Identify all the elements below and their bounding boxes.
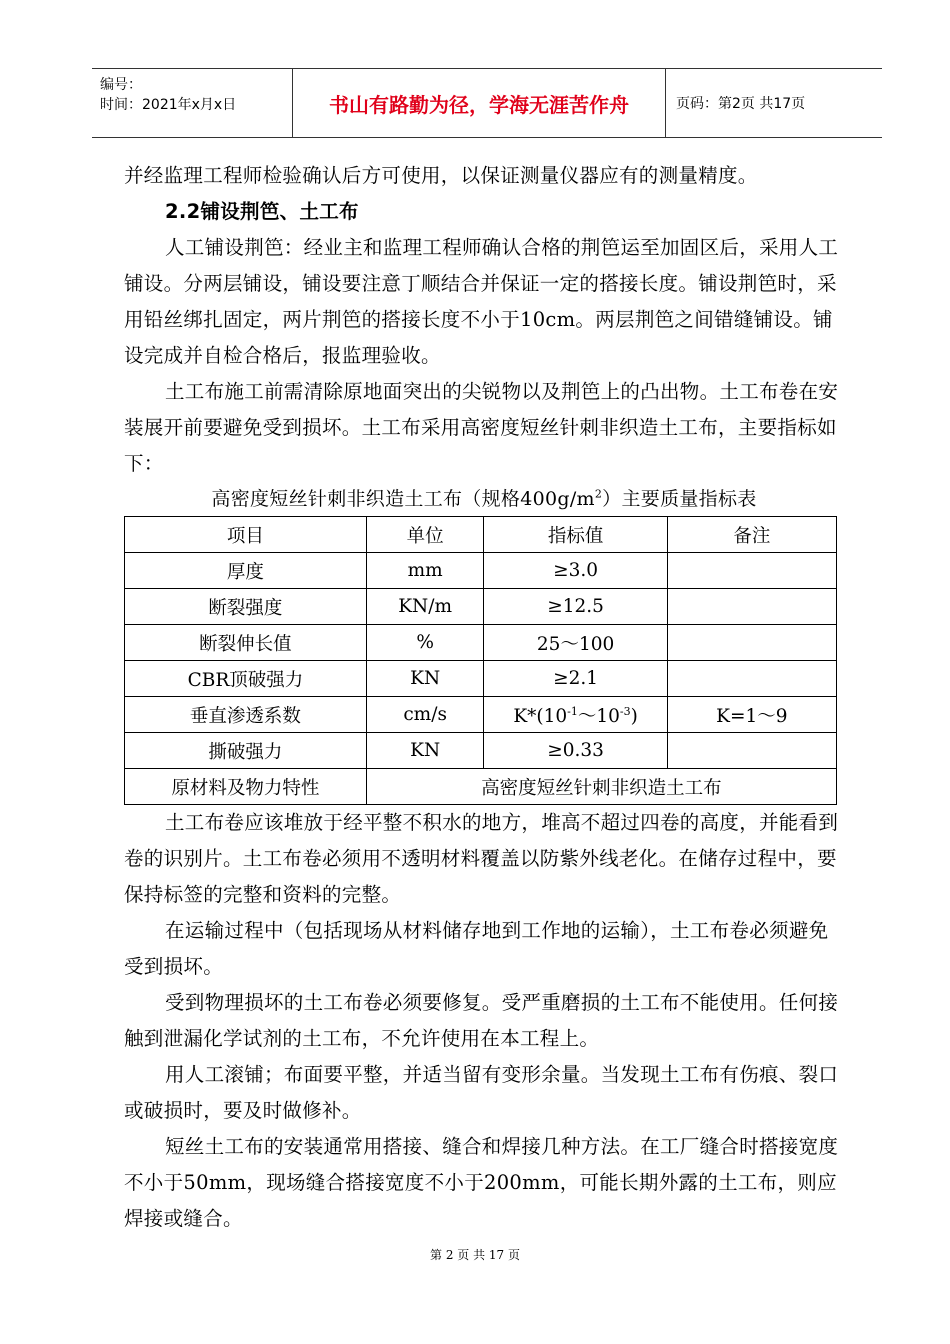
- paragraph: 用人工滚铺；布面要平整，并适当留有变形余量。当发现土工布有伤痕、裂口或破损时，要及时做修补。: [124, 1063, 839, 1122]
- table-cell: %: [366, 625, 484, 661]
- table-row: [125, 697, 837, 733]
- table-cell: KN: [366, 733, 484, 769]
- table-cell: 25～100: [484, 625, 667, 661]
- perm-exponent: -3: [619, 704, 631, 718]
- code-label: 编号：: [100, 77, 142, 93]
- table-header-cell: 指标值: [484, 517, 667, 553]
- table-cell: KN: [366, 661, 484, 697]
- table-cell: cm/s: [366, 697, 484, 733]
- table-cell: ≥0.33: [484, 733, 667, 769]
- paragraph: 在运输过程中（包括现场从材料储存地到工作地的运输），土工布卷必须避免受到损坏。: [124, 919, 829, 978]
- table-row: [125, 625, 837, 661]
- table-cell: 厚度: [125, 553, 367, 589]
- paragraph: 土工布卷应该堆放于经平整不积水的地方，堆高不超过四卷的高度，并能看到卷的识别片。土工布卷必须用不透明材料覆盖以防紫外线老化。在储存过程中，要保持标签的完整和资料的完整。: [124, 811, 839, 906]
- perm-text: ): [630, 705, 638, 727]
- paragraph: 短丝土工布的安装通常用搭接、缝合和焊接几种方法。在工厂缝合时搭接宽度不小于50mm，现场缝合搭接宽度不小于200mm，可能长期外露的土工布，则应焊接或缝合。: [124, 1135, 839, 1230]
- page-footer: 第 2 页 共 17 页: [430, 1248, 520, 1262]
- table-caption: [124, 482, 844, 516]
- quality-index-table: [124, 516, 837, 805]
- table-cell: [667, 661, 836, 697]
- table-header-cell: 单位: [366, 517, 484, 553]
- header-meta: [92, 69, 293, 137]
- table-cell: 原材料及物力特性: [125, 769, 367, 805]
- table-cell-merged: 高密度短丝针刺非织造土工布: [366, 769, 836, 805]
- table-row: [125, 661, 837, 697]
- caption-text-end: ）主要质量指标表: [602, 488, 757, 510]
- perm-text: ～10: [577, 705, 620, 727]
- table-cell: [667, 733, 836, 769]
- perm-text: K*(10: [513, 705, 568, 727]
- time-label: 时间：2021年x月x日: [100, 97, 237, 113]
- paragraph: 土工布施工前需清除原地面突出的尖锐物以及荆笆上的凸出物。土工布卷在安装展开前要避免受到损坏。土工布采用高密度短丝针刺非织造土工布，主要指标如下：: [124, 380, 839, 475]
- table-cell: [667, 625, 836, 661]
- paragraph: 受到物理损坏的土工布卷必须要修复。受严重磨损的土工布不能使用。任何接触到泄漏化学试剂的土工布，不允许使用在本工程上。: [124, 991, 839, 1050]
- table-cell: [667, 589, 836, 625]
- table-cell: 断裂伸长值: [125, 625, 367, 661]
- page-header: [92, 68, 882, 138]
- paragraph: 人工铺设荆笆：经业主和监理工程师确认合格的荆笆运至加固区后，采用人工铺设。分两层铺设，铺设要注意丁顺结合并保证一定的搭接长度。铺设荆笆时，采用铅丝绑扎固定，两片荆笆的搭接长度不小于10cm。两层荆笆之间错缝铺设。铺设完成并自检合格后，报监理验收。: [124, 236, 839, 367]
- caption-text: 高密度短丝针刺非织造土工布（规格400g/m: [211, 488, 595, 510]
- table-header-cell: 备注: [667, 517, 836, 553]
- table-row: [125, 769, 837, 805]
- table-cell: ≥2.1: [484, 661, 667, 697]
- table-cell: [667, 553, 836, 589]
- document-body: [124, 158, 844, 1237]
- permeability-value-cell: [484, 697, 667, 733]
- table-cell: ≥3.0: [484, 553, 667, 589]
- table-header-cell: 项目: [125, 517, 367, 553]
- table-cell: CBR顶破强力: [125, 661, 367, 697]
- perm-exponent: -1: [567, 704, 578, 718]
- table-cell: mm: [366, 553, 484, 589]
- table-cell: 撕破强力: [125, 733, 367, 769]
- paragraph: 并经监理工程师检验确认后方可使用，以保证测量仪器应有的测量精度。: [124, 164, 758, 187]
- table-cell: KN/m: [366, 589, 484, 625]
- table-cell: 垂直渗透系数: [125, 697, 367, 733]
- table-cell: K=1～9: [667, 697, 836, 733]
- table-row: [125, 733, 837, 769]
- header-page-info: 页码：第2页 共17页: [676, 96, 806, 112]
- table-cell: 断裂强度: [125, 589, 367, 625]
- table-cell: ≥12.5: [484, 589, 667, 625]
- section-heading: 2.2铺设荆笆、土工布: [165, 200, 359, 223]
- header-motto: 书山有路勤为径，学海无涯苦作舟: [293, 69, 666, 137]
- table-row: [125, 553, 837, 589]
- caption-superscript: 2: [594, 487, 603, 501]
- table-row: [125, 589, 837, 625]
- table-header-row: [125, 517, 837, 553]
